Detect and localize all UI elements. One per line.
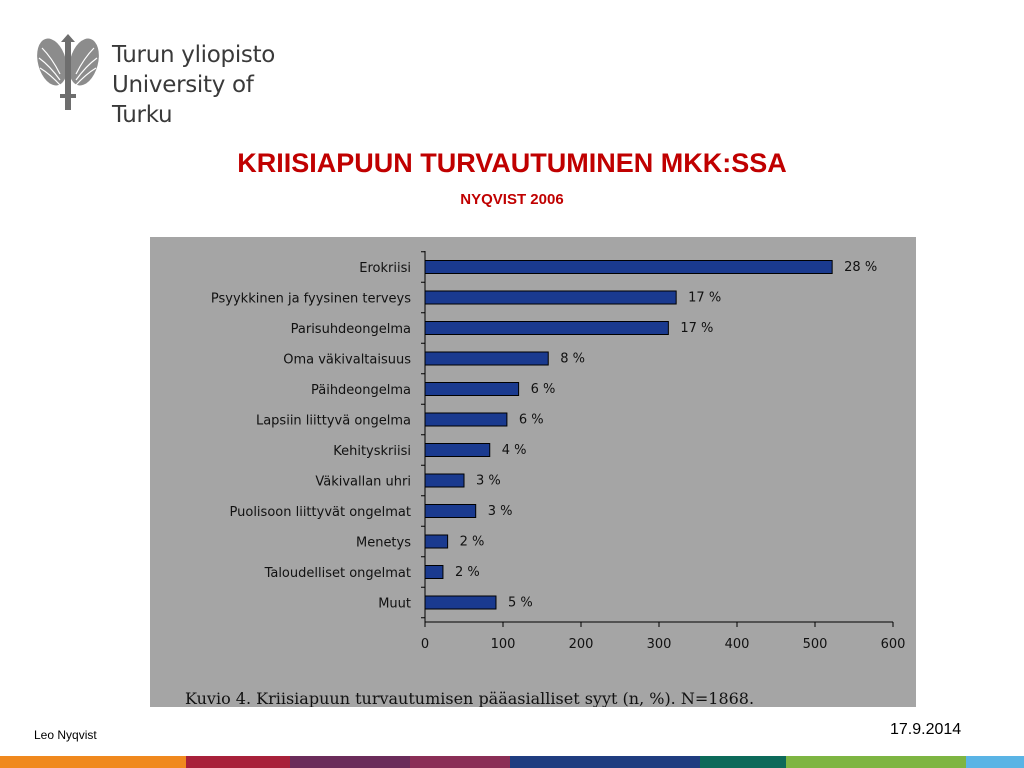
value-label: 3 %	[476, 473, 501, 489]
bar	[425, 444, 490, 457]
category-label: Väkivallan uhri	[315, 474, 411, 490]
value-label: 17 %	[688, 290, 722, 306]
slide-title: KRIISIAPUUN TURVAUTUMINEN MKK:SSA	[237, 148, 787, 178]
strip-segment	[786, 756, 966, 768]
category-label: Lapsiin liittyvä ongelma	[255, 413, 411, 429]
category-label: Taloudelliset ongelmat	[264, 566, 411, 581]
bar	[425, 352, 548, 365]
x-tick-label: 300	[646, 637, 672, 652]
strip-segment	[510, 756, 700, 768]
university-logo	[34, 34, 304, 128]
footer-date: 17.9.2014	[890, 721, 962, 738]
bar	[425, 535, 448, 548]
category-label: Muut	[378, 596, 411, 612]
value-label: 28 %	[844, 260, 878, 275]
bar	[425, 261, 832, 274]
bar	[425, 474, 464, 487]
x-tick-label: 600	[880, 637, 906, 652]
x-tick-label: 400	[724, 637, 750, 652]
strip-segment	[290, 756, 410, 768]
category-label: Psyykkinen ja fyysinen terveys	[210, 291, 411, 307]
logo-text	[112, 40, 304, 130]
bar	[425, 566, 443, 579]
category-label: Päihdeongelma	[310, 383, 411, 398]
value-label: 17 %	[680, 321, 714, 336]
footer-color-strip	[0, 756, 1024, 768]
logo-name-english: University of Turku	[112, 72, 254, 128]
category-label: Erokriisi	[359, 261, 411, 276]
strip-segment	[410, 756, 510, 768]
bar	[425, 505, 476, 518]
logo-name-finnish: Turun yliopisto	[112, 42, 276, 68]
x-tick-label: 500	[802, 637, 828, 652]
category-label: Puolisoon liittyvät ongelmat	[229, 505, 411, 520]
bar	[425, 413, 507, 426]
x-tick-label: 0	[420, 637, 430, 652]
strip-segment	[966, 756, 1024, 768]
bar	[425, 596, 496, 609]
strip-segment	[186, 756, 290, 768]
university-emblem-icon	[34, 34, 102, 114]
footer-author: Leo Nyqvist	[34, 728, 97, 742]
value-label: 6 %	[518, 412, 544, 428]
category-label: Oma väkivaltaisuus	[283, 352, 411, 368]
bar	[425, 383, 519, 396]
category-label: Parisuhdeongelma	[290, 322, 411, 337]
slide-subtitle: NYQVIST 2006	[460, 191, 564, 208]
category-label: Menetys	[355, 535, 411, 551]
value-label: 3 %	[487, 504, 513, 519]
value-label: 5 %	[507, 595, 533, 611]
x-tick-label: 100	[490, 637, 516, 652]
bar	[425, 322, 668, 335]
category-label: Kehityskriisi	[333, 444, 411, 459]
value-label: 4 %	[501, 443, 527, 458]
chart-caption: Kuvio 4. Kriisiapuun turvautumisen pääasialliset syyt (n, %). N=1868.	[185, 689, 755, 707]
strip-segment	[700, 756, 786, 768]
value-label: 8 %	[560, 351, 586, 367]
chart-figure	[150, 237, 916, 707]
value-label: 2 %	[454, 565, 480, 580]
value-label: 2 %	[459, 534, 485, 550]
strip-segment	[0, 756, 186, 768]
bar-chart	[150, 237, 916, 707]
x-tick-label: 200	[568, 637, 594, 652]
value-label: 6 %	[530, 382, 556, 397]
bar	[425, 291, 676, 304]
